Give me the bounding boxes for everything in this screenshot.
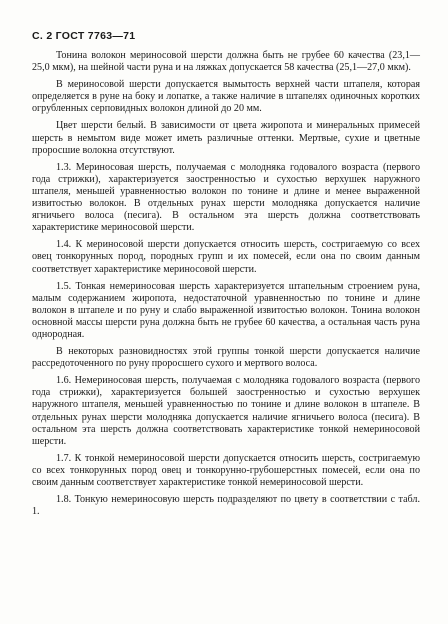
paragraph: В некоторых разновидностях этой группы тонкой шерсти допускается наличие рассредоточенного по руну проросшего сухого и мертвого волоса. xyxy=(32,346,420,370)
paragraph: 1.3. Мериносовая шерсть, получаемая с молодняка годовалого возраста (первого года стрижки), характеризуется заостренностью и сухостью верхушек наружного штапеля, меньшей уравненностью волокон по тонине и длине и менее выраженной извитостью волокон. В отдельных рунах шерсти молодняка допускается наличие ягничьего волоса (песига). В остальном эта шерсть должна соответствовать характеристике мериносовой шерсти. xyxy=(32,161,420,234)
paragraph: 1.6. Немериносовая шерсть, получаемая с молодняка годовалого возраста (первого года стрижки), характеризуется большей заостренностью и сухостью верхушек наружного штапеля, меньшей уравненностью по тонине и длине волокон в штапеле. В отдельных рунах шерсти молодняка допускается наличие ягничьего волоса (песига). В остальном эта шерсть должна соответствовать характеристике тонкой немериносовой шерсти. xyxy=(32,375,420,447)
paragraph: Тонина волокон мериносовой шерсти должна быть не грубее 60 качества (23,1—25,0 мкм), на шейной части руна и на ляжках допускается 58 качества (25,1—27,0 мкм). xyxy=(32,50,420,74)
paragraph: Цвет шерсти белый. В зависимости от цвета жиропота и минеральных примесей шерсть в немытом виде может иметь различные оттенки. Мертвые, сухие и цветные проросшие волокна отсутствуют. xyxy=(32,120,420,156)
paragraph: 1.5. Тонкая немериносовая шерсть характеризуется штапельным строением руна, малым содержанием жиропота, недостаточной уравненностью по тонине и длине волокон в штапеле и по руну и слабо выраженной извитостью волокон. Тонина волокон основной массы шерсти руна должна быть не грубее 60 качества, а остальная часть руна однородная. xyxy=(32,280,420,340)
page-header: С. 2 ГОСТ 7763—71 xyxy=(32,30,136,42)
paragraph: В мериносовой шерсти допускается вымытость верхней части штапеля, которая определяется в руне на боку и лопатке, а также наличие в штапелях одиночных коротких огрубленных серповидных волокон длиной до 20 мм. xyxy=(32,79,420,115)
paragraph: 1.7. К тонкой немериносовой шерсти допускается относить шерсть, состригаемую со всех тонкорунных пород овец и тонкорунно-грубошерстных помесей, если она по своим данным соответствует характеристике тонкой немериносовой шерсти. xyxy=(32,452,420,488)
document-body xyxy=(32,50,420,518)
paragraph: 1.4. К мериносовой шерсти допускается относить шерсть, состригаемую со всех овец тонкорунных пород, породных групп и их помесей, если она по своим данным соответствует характеристике мериносовой шерсти. xyxy=(32,239,420,275)
paragraph: 1.8. Тонкую немериносовую шерсть подразделяют по цвету в соответствии с табл. 1. xyxy=(32,494,420,518)
